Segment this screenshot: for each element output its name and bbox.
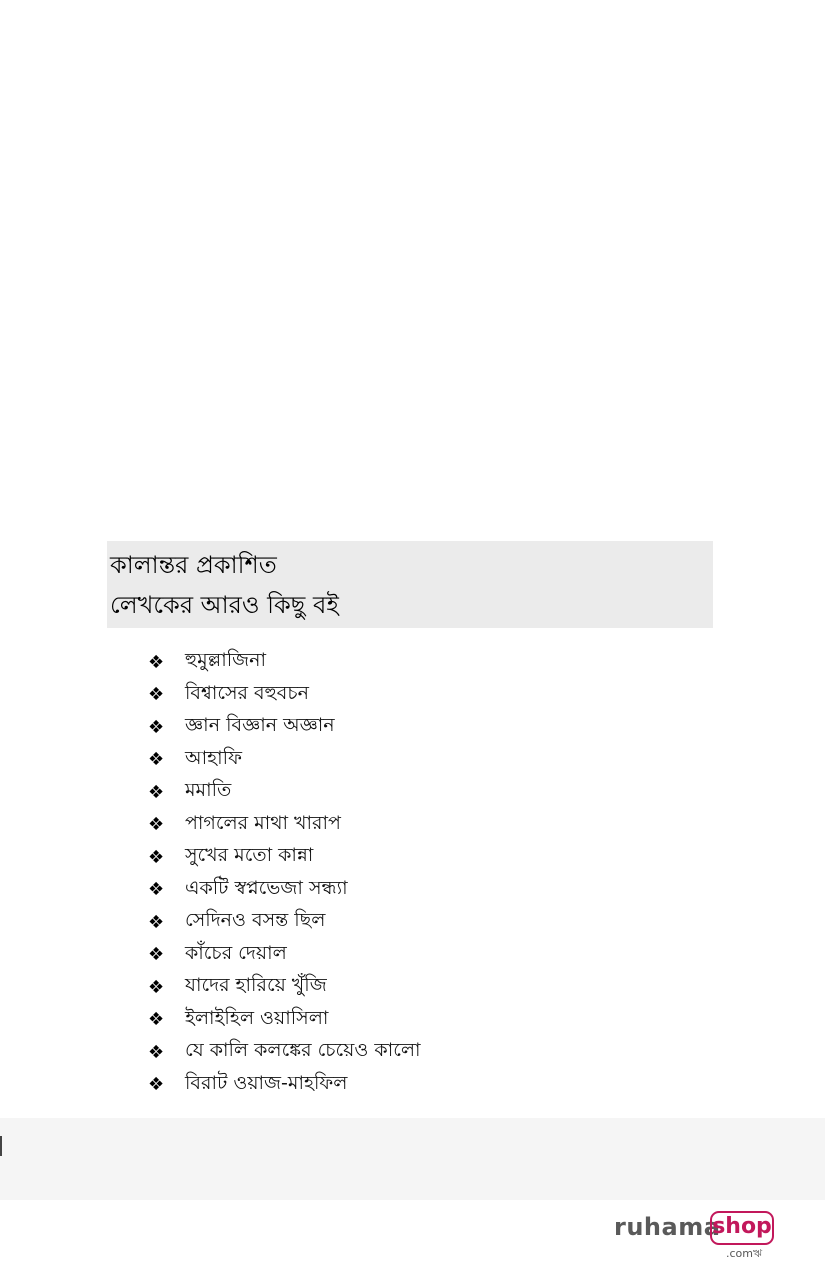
footer-band	[0, 1118, 825, 1200]
heading-line-2: লেখকের আরও কিছু বই	[110, 591, 339, 619]
diamond-bullet-icon: ❖	[148, 716, 165, 738]
book-title: কাঁচের দেয়াল	[185, 941, 287, 964]
list-item	[148, 939, 421, 972]
book-title: একটি স্বপ্নভেজা সন্ধ্যা	[185, 876, 348, 899]
diamond-bullet-icon: ❖	[148, 749, 165, 771]
diamond-bullet-icon: ❖	[148, 814, 165, 836]
book-title: জ্ঞান বিজ্ঞান অজ্ঞান	[185, 714, 335, 737]
diamond-bullet-icon: ❖	[148, 846, 165, 868]
diamond-bullet-icon: ❖	[148, 1009, 165, 1031]
list-item	[148, 646, 421, 679]
list-item	[148, 841, 421, 874]
diamond-bullet-icon: ❖	[148, 781, 165, 803]
list-item	[148, 874, 421, 907]
diamond-bullet-icon: ❖	[148, 1041, 165, 1063]
book-title: সুখের মতো কান্না	[185, 844, 314, 867]
book-title: বিশ্বাসের বহুবচন	[185, 681, 309, 704]
list-item	[148, 906, 421, 939]
book-title: ইলাইহিল ওয়াসিলা	[185, 1006, 329, 1029]
logo-ruhama-text: ruhama	[614, 1213, 721, 1241]
book-title: যে কালি কলঙ্কের চেয়েও কালো	[185, 1039, 421, 1062]
book-title: পাগলের মাথা খারাপ	[185, 811, 341, 834]
diamond-bullet-icon: ❖	[148, 651, 165, 673]
list-item	[148, 1004, 421, 1037]
list-item	[148, 1069, 421, 1102]
heading-line-1: কালান্তর প্রকাশিত	[110, 551, 277, 579]
list-item	[148, 744, 421, 777]
book-title: যাদের হারিয়ে খুঁজি	[185, 974, 327, 997]
book-list	[148, 646, 421, 1101]
section-heading	[107, 541, 713, 628]
diamond-bullet-icon: ❖	[148, 944, 165, 966]
list-item	[148, 711, 421, 744]
diamond-bullet-icon: ❖	[148, 976, 165, 998]
diamond-bullet-icon: ❖	[148, 879, 165, 901]
book-title: সেদিনও বসন্ত ছিল	[185, 909, 326, 932]
book-title: হুমুল্লাজিনা	[185, 649, 266, 672]
list-item	[148, 971, 421, 1004]
list-item	[148, 1036, 421, 1069]
book-title: বিরাট ওয়াজ-মাহফিল	[185, 1071, 348, 1094]
ruhamashop-logo	[614, 1211, 784, 1259]
list-item	[148, 679, 421, 712]
book-title: মমাতি	[185, 779, 232, 802]
logo-domain-suffix: .comঋ	[726, 1247, 763, 1260]
book-title: আহাফি	[185, 746, 242, 769]
edge-mark	[0, 1136, 2, 1156]
logo-shop-badge: shop	[710, 1211, 774, 1245]
diamond-bullet-icon: ❖	[148, 684, 165, 706]
list-item	[148, 809, 421, 842]
diamond-bullet-icon: ❖	[148, 911, 165, 933]
diamond-bullet-icon: ❖	[148, 1074, 165, 1096]
list-item	[148, 776, 421, 809]
